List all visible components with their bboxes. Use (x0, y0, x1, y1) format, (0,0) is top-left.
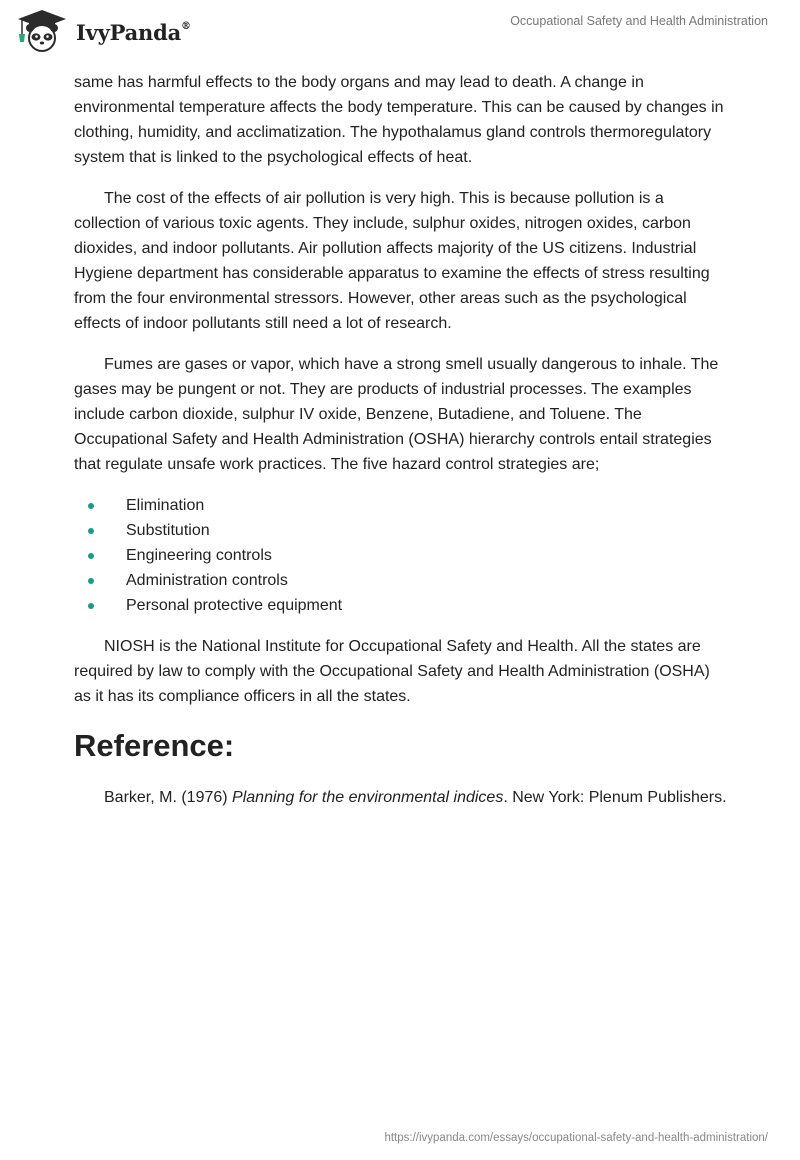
list-item-label: Engineering controls (126, 547, 272, 564)
bullet-icon (88, 528, 94, 534)
ivypanda-logo[interactable] (14, 8, 191, 52)
registered-mark: ® (181, 20, 191, 32)
list-item-label: Administration controls (126, 572, 288, 589)
reference-title: Planning for the environmental indices (232, 789, 504, 806)
list-item-label: Personal protective equipment (126, 597, 343, 614)
body-paragraph: same has harmful effects to the body organs and may lead to death. A change in environmental temperature affects the body temperature. This can be caused by changes in clothing, humidity, and acclimatization. The hypothalamus gland controls thermoregulatory system that is linked to the psychological effects of heat. (74, 74, 724, 166)
document-title: Occupational Safety and Health Administration (510, 14, 768, 28)
list-item-label: Substitution (126, 522, 210, 539)
hazard-control-list (74, 493, 730, 618)
essay-content (74, 70, 730, 826)
body-paragraph: The cost of the effects of air pollution is very high. This is because pollution is a collection of various toxic agents. They include, sulphur oxides, nitrogen oxides, carbon dioxides, and indoor pollutants. Air pollution affects majority of the US citizens. Industrial Hygiene department has considerable apparatus to examine the effects of stress resulting from the four environmental stressors. However, other areas such as the psychological effects of indoor pollutants still need a lot of research. (74, 190, 710, 332)
bullet-icon (88, 603, 94, 609)
body-paragraph: Fumes are gases or vapor, which have a strong smell usually dangerous to inhale. The gases may be pungent or not. They are products of industrial processes. The examples include carbon dioxide, sulphur IV oxide, Benzene, Butadiene, and Toluene. The Occupational Safety and Health Administration (OSHA) hierarchy controls entail strategies that regulate unsafe work practices. The five hazard control strategies are; (74, 356, 719, 473)
list-item (74, 593, 730, 618)
list-item (74, 518, 730, 543)
reference-publisher: . New York: Plenum Publishers. (503, 789, 727, 806)
list-item-label: Elimination (126, 497, 205, 514)
source-url[interactable]: https://ivypanda.com/essays/occupational-safety-and-health-administration/ (384, 1132, 768, 1144)
page-header (0, 0, 800, 60)
list-item (74, 568, 730, 593)
list-item (74, 493, 730, 518)
body-paragraph: NIOSH is the National Institute for Occupational Safety and Health. All the states are required by law to comply with the Occupational Safety and Health Administration (OSHA) as it has its compliance officers in all the states. (74, 638, 710, 705)
bullet-icon (88, 503, 94, 509)
list-item (74, 543, 730, 568)
brand-name: IvyPanda® (76, 19, 191, 45)
bullet-icon (88, 553, 94, 559)
reference-heading: Reference: (74, 728, 235, 763)
reference-author: Barker, M. (1976) (104, 789, 233, 806)
panda-graduate-icon (14, 8, 72, 52)
bullet-icon (88, 578, 94, 584)
reference-entry (74, 785, 730, 810)
